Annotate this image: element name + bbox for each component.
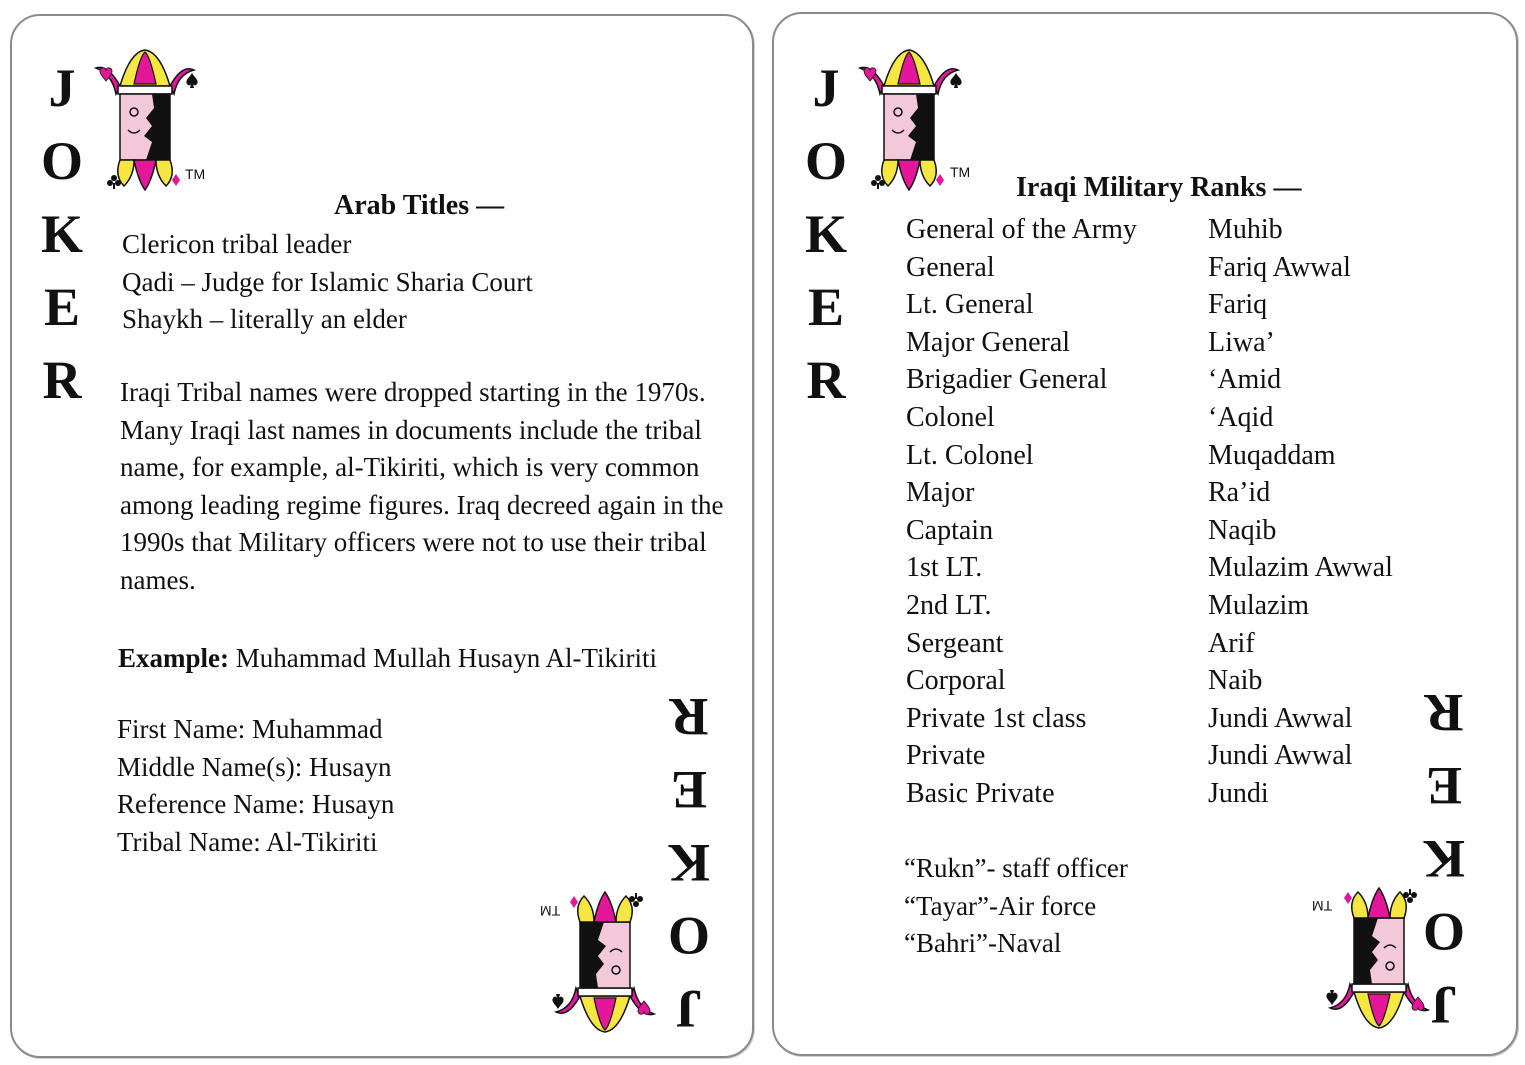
joker-corner-label-top: J O K E R [40, 58, 83, 410]
rank-arabic: Muhib [1208, 214, 1283, 245]
rank-arabic: ‘Amid [1208, 364, 1282, 396]
rank-english: Lt. Colonel [906, 439, 1034, 471]
rank-arabic: Jundi [1208, 777, 1269, 809]
trademark-mark-inverted: TM [1312, 898, 1333, 914]
rank-english: General [906, 251, 995, 283]
rank-arabic: Fariq [1208, 289, 1268, 321]
rank-english: Basic Private [906, 777, 1055, 809]
example-label: Example: [118, 643, 229, 673]
rank-english: Colonel [906, 401, 995, 433]
rank-english: Lt. General [906, 289, 1034, 321]
ranks-english-column [906, 211, 1137, 813]
title-item: Clericon tribal leader [122, 229, 352, 259]
jester-icon [90, 46, 200, 196]
rank-arabic: Arif [1208, 627, 1255, 659]
rank-arabic: Liwa’ [1208, 326, 1275, 358]
rank-english: Private [906, 740, 986, 772]
titles-list [122, 226, 533, 339]
joker-corner-label-top: J O K E R [804, 58, 847, 410]
joker-card-military-ranks [772, 12, 1518, 1056]
name-field: Tribal Name: Al-Tikiriti [117, 826, 378, 857]
rank-english: Brigadier General [906, 364, 1108, 396]
rank-note: “Rukn”- staff officer [904, 853, 1128, 883]
rank-arabic: Naqib [1208, 514, 1277, 546]
trademark-mark: TM [950, 164, 971, 180]
rank-english: Major General [906, 326, 1071, 358]
title-item: Shaykh – literally an elder [122, 304, 407, 334]
rank-arabic: Jundi Awwal [1208, 740, 1353, 772]
rank-arabic: ‘Aqid [1208, 401, 1274, 433]
rank-note: “Tayar”-Air force [904, 890, 1097, 921]
rank-arabic: Mulazim Awwal [1208, 552, 1393, 584]
rank-arabic: Muqaddam [1208, 439, 1336, 471]
rank-arabic: Mulazim [1208, 589, 1310, 621]
rank-arabic: Ra’id [1208, 477, 1271, 509]
name-field: First Name: Muhammad [117, 714, 383, 744]
trademark-mark-inverted: TM [540, 903, 561, 919]
rank-english: Captain [906, 514, 994, 546]
card-heading: Iraqi Military Ranks — [1016, 172, 1302, 203]
joker-corner-label-bottom: J O K E R [668, 687, 711, 1039]
rank-english: General of the Army [906, 214, 1137, 245]
rank-arabic: Naib [1208, 665, 1263, 697]
rank-notes-list [904, 850, 1128, 963]
rank-english: Corporal [906, 665, 1006, 697]
rank-arabic: Jundi Awwal [1208, 702, 1353, 734]
trademark-mark: TM [185, 166, 206, 182]
rank-english: 1st LT. [906, 552, 983, 584]
joker-corner-label-bottom: J O K E R [1423, 683, 1466, 1035]
rank-english: Private 1st class [906, 702, 1087, 734]
rank-note: “Bahri”-Naval [904, 928, 1062, 958]
name-fields-list [117, 711, 394, 861]
tribal-names-paragraph: Iraqi Tribal names were dropped starting in the 1970s. Many Iraqi last names in documents include the tribal name, for example, al-Tikiriti, which is very common among leading regime figures. Iraq decreed again in the 1990s that Military officers were not to use their tribal names. [120, 377, 724, 595]
jester-icon [550, 886, 660, 1036]
rank-english: Major [906, 477, 975, 509]
rank-english: 2nd LT. [906, 589, 992, 621]
name-field: Reference Name: Husayn [117, 789, 395, 819]
rank-english: Sergeant [906, 627, 1004, 659]
example-line [118, 640, 657, 678]
title-item: Qadi – Judge for Islamic Sharia Court [122, 266, 533, 297]
example-value: Muhammad Mullah Husayn Al-Tikiriti [235, 643, 658, 673]
name-field: Middle Name(s): Husayn [117, 751, 392, 782]
jester-icon [854, 46, 964, 196]
ranks-arabic-column [1208, 211, 1393, 813]
joker-card-arab-titles [10, 14, 754, 1058]
card-heading: Arab Titles — [334, 190, 505, 221]
rank-arabic: Fariq Awwal [1208, 251, 1351, 283]
